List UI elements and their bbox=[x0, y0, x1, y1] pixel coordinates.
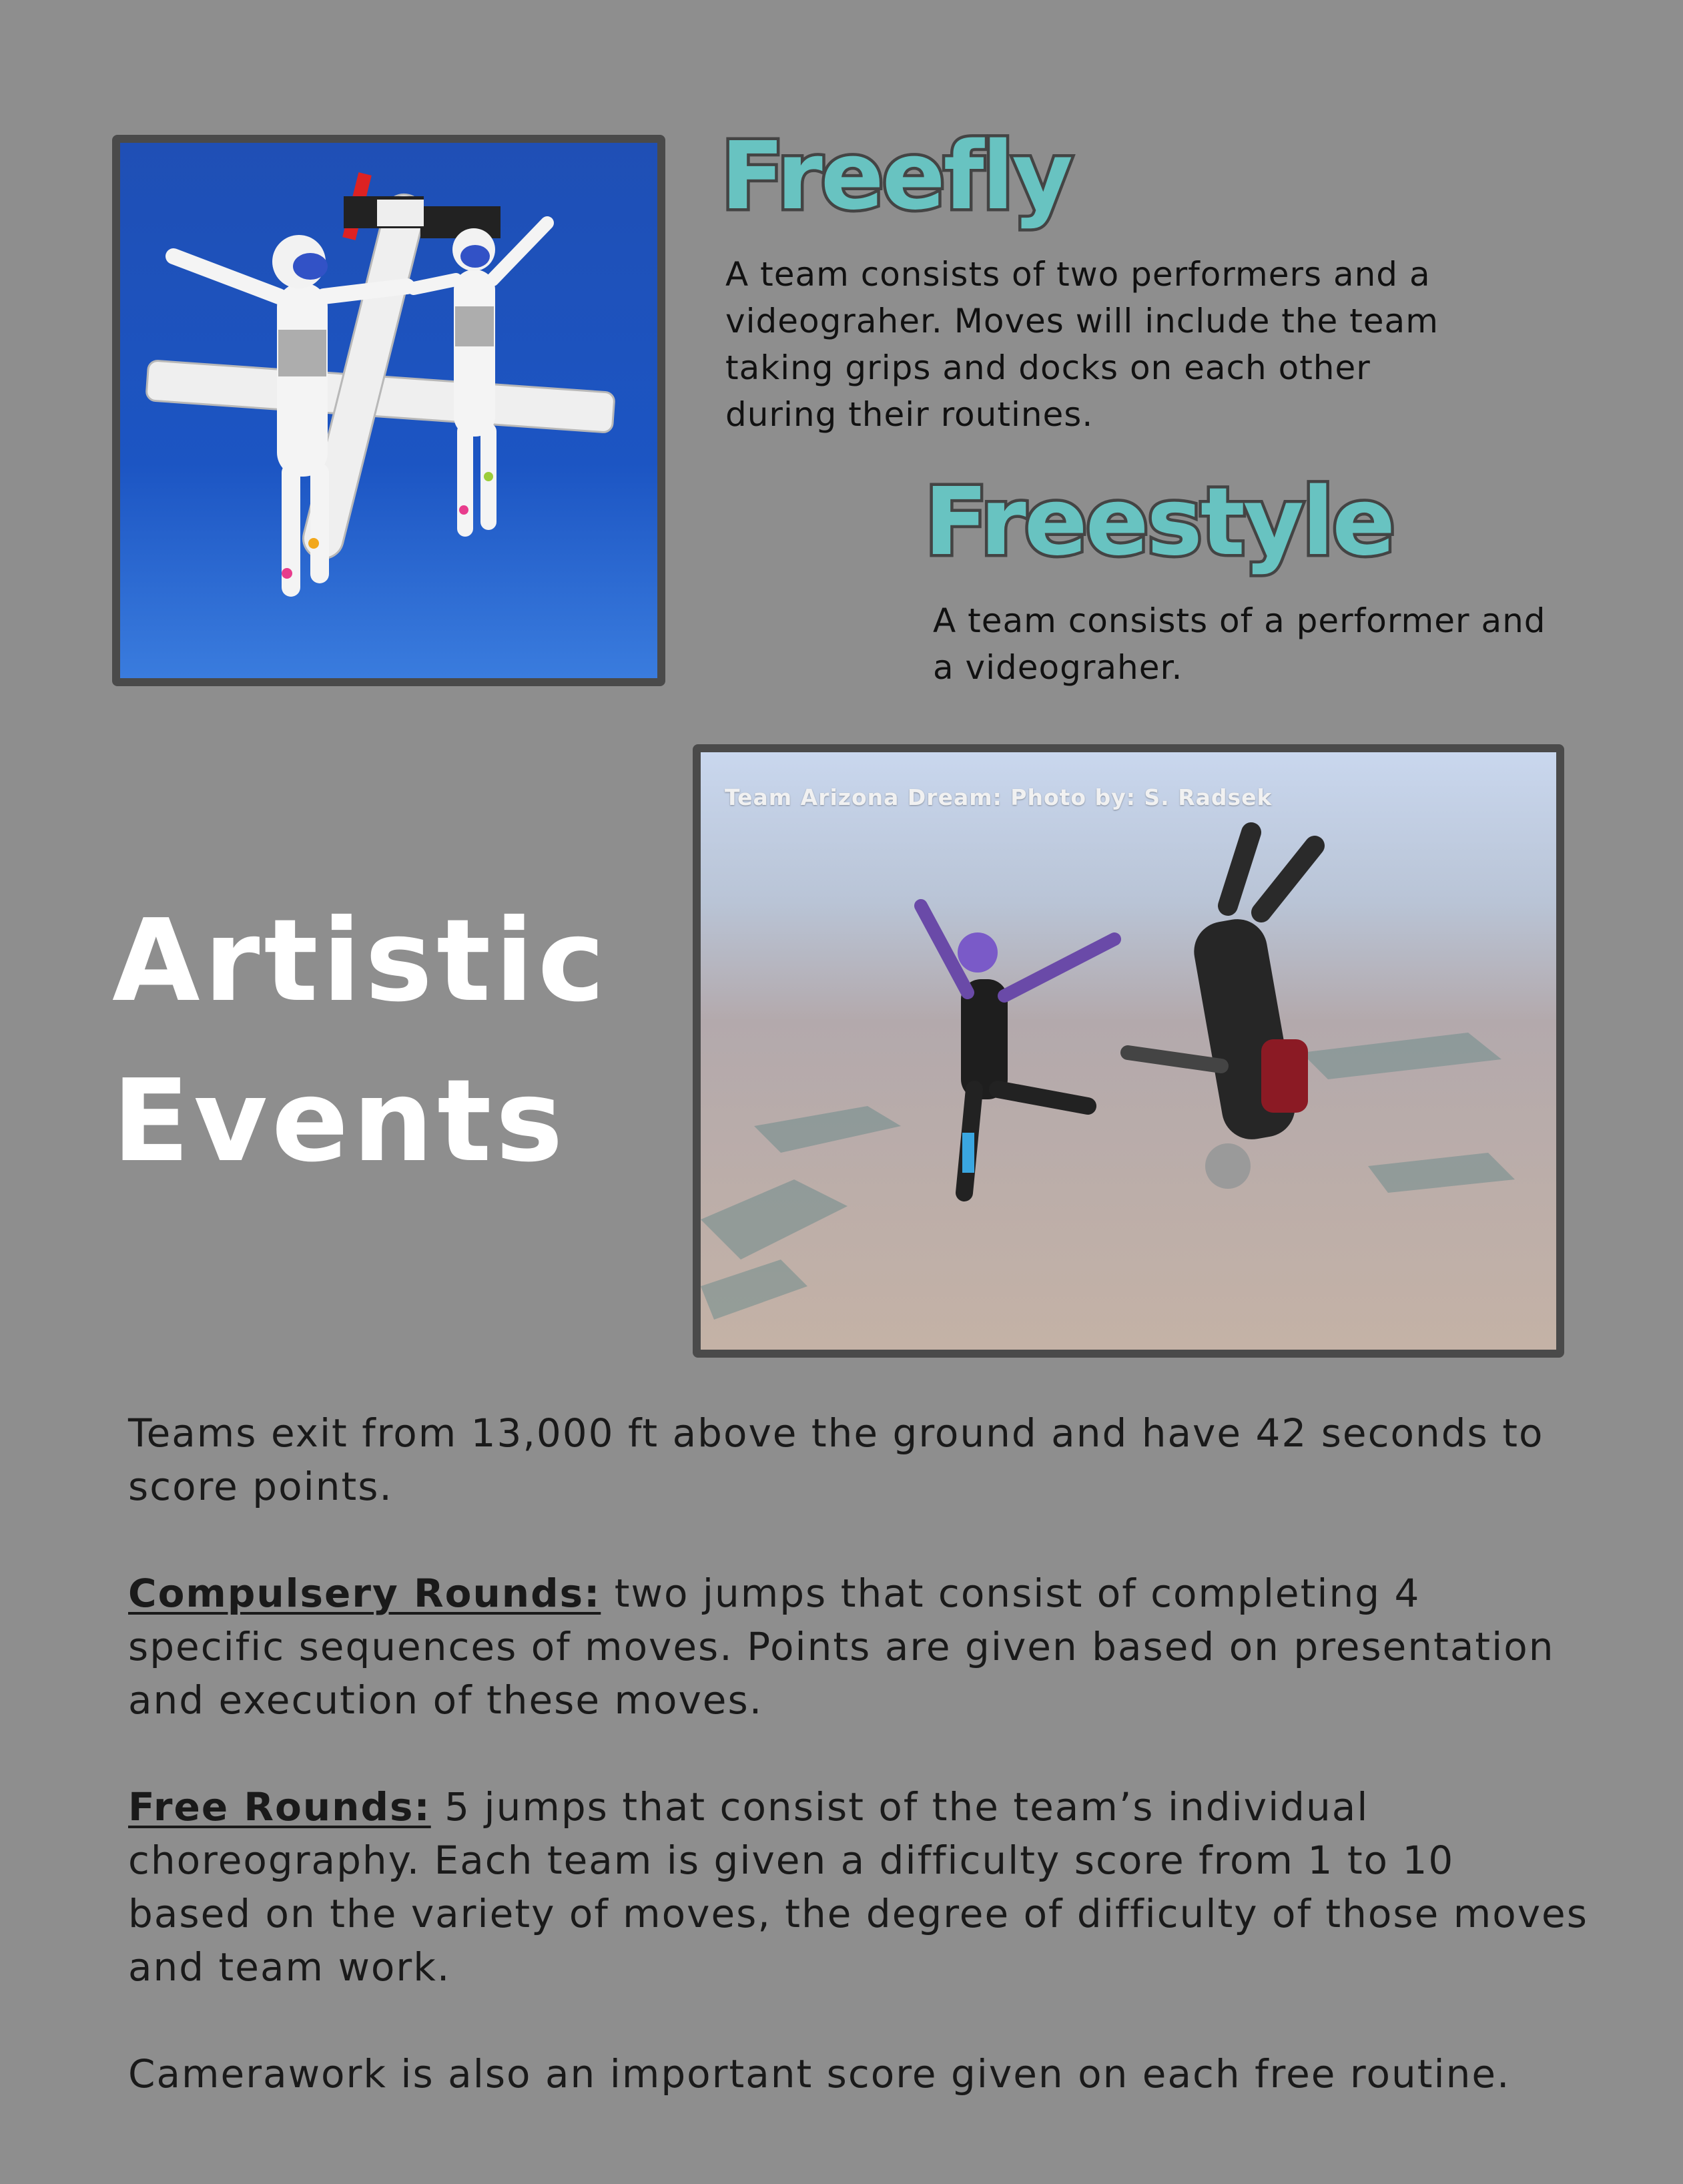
compulsory-rounds-text: two jumps that consist of completing 4 specific sequences of moves. Points are given based on presentation and execution of these moves. bbox=[128, 1571, 1555, 1723]
freefly-description-line: taking grips and docks on each other bbox=[725, 348, 1371, 387]
compulsory-rounds-paragraph bbox=[128, 1567, 1590, 1727]
photo-caption: Team Arizona Dream: Photo by: S. Radsek bbox=[725, 784, 1273, 810]
camerawork-paragraph: Camerawork is also an important score given on each free routine. bbox=[128, 2051, 1511, 2097]
freefly-description-line: during their routines. bbox=[725, 395, 1094, 434]
freestyle-photo bbox=[693, 744, 1564, 1358]
freestyle-description-line: a videograher. bbox=[933, 648, 1183, 687]
compulsory-rounds-label: Compulsery Rounds: bbox=[128, 1571, 601, 1616]
freestyle-description-line: A team consists of a performer and bbox=[933, 601, 1546, 640]
freefly-description-line: A team consists of two performers and a bbox=[725, 255, 1431, 294]
intro-paragraph: Teams exit from 13,000 ft above the ground and have 42 seconds to score points. bbox=[128, 1410, 1544, 1509]
free-rounds-label: Free Rounds: bbox=[128, 1784, 431, 1830]
page-title bbox=[112, 881, 609, 1201]
freestyle-description bbox=[933, 597, 1607, 691]
freefly-description-line: videograher. Moves will include the team bbox=[725, 302, 1439, 340]
freefly-description bbox=[725, 251, 1479, 438]
freestyle-photo-image bbox=[701, 752, 1556, 1350]
page-title-line: Artistic bbox=[112, 895, 609, 1027]
page-title-line: Events bbox=[112, 1055, 567, 1187]
freestyle-heading: Freestyle bbox=[924, 468, 1394, 577]
free-rounds-paragraph bbox=[128, 1780, 1590, 1994]
free-rounds-text: 5 jumps that consist of the team’s individual choreography. Each team is given a difficulty score from 1 to 10 based on the variety of moves, the degree of difficulty of those moves and team work. bbox=[128, 1784, 1588, 1990]
freefly-photo bbox=[112, 135, 665, 686]
freefly-heading: Freefly bbox=[721, 122, 1071, 231]
freefly-photo-image bbox=[120, 143, 657, 678]
